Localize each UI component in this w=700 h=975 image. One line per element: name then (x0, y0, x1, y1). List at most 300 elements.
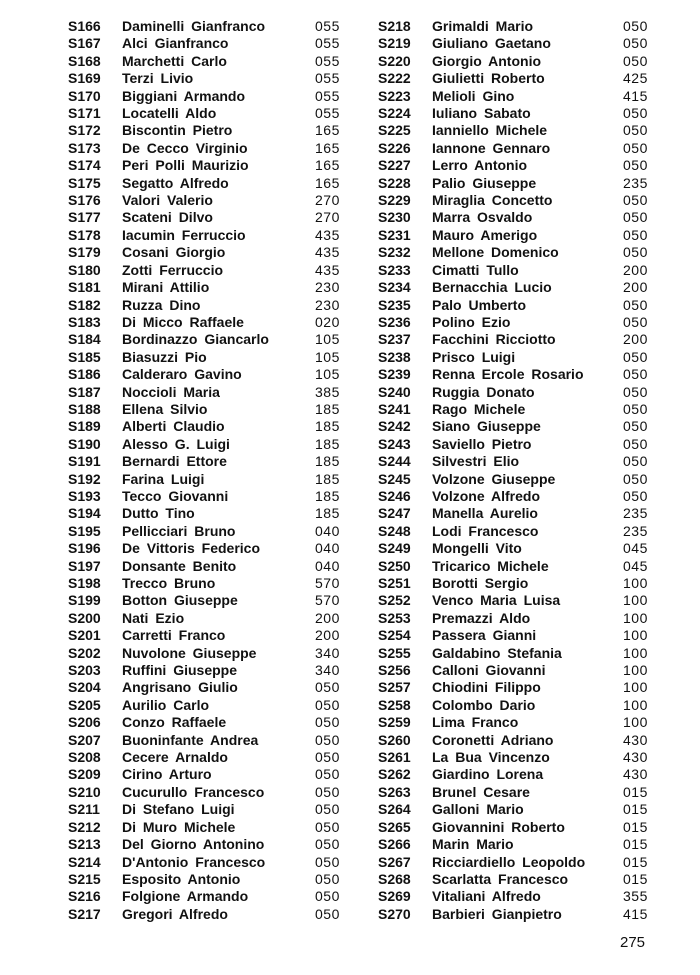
entry-number: 040 (315, 557, 340, 574)
entry-code: S227 (378, 157, 411, 174)
entry-name: Saviello Pietro (432, 435, 532, 452)
entry-code: S171 (68, 105, 101, 122)
entry-number: 050 (623, 209, 648, 226)
entry-name: Bernacchia Lucio (432, 279, 552, 296)
entry-name: Bernardi Ettore (122, 453, 227, 470)
entry-code: S170 (68, 87, 101, 104)
entry-number: 355 (623, 888, 648, 905)
entry-name: Iuliano Sabato (432, 105, 531, 122)
entry-code: S241 (378, 400, 411, 417)
entry-number: 430 (623, 766, 648, 783)
entry-number: 430 (623, 731, 648, 748)
entry-number: 100 (623, 609, 648, 626)
entry-name: Marchetti Carlo (122, 52, 227, 69)
entry-code: S246 (378, 487, 411, 504)
entry-number: 050 (315, 766, 340, 783)
entry-name: Iannone Gennaro (432, 139, 551, 156)
entry-name: Ruzza Dino (122, 296, 201, 313)
entry-name: Cosani Giorgio (122, 244, 226, 261)
entry-number: 200 (623, 279, 648, 296)
entry-code: S212 (68, 818, 101, 835)
entry-code: S178 (68, 226, 101, 243)
entry-number: 415 (623, 87, 648, 104)
entry-name: Folgione Armando (122, 888, 249, 905)
entry-name: Ricciardiello Leopoldo (432, 853, 586, 870)
entry-code: S256 (378, 662, 411, 679)
entry-name: Volzone Giuseppe (432, 470, 556, 487)
entry-name: Ruffini Giuseppe (122, 662, 237, 679)
entry-number: 050 (315, 679, 340, 696)
entry-name: Silvestri Elio (432, 453, 520, 470)
entry-code: S226 (378, 139, 411, 156)
entry-name: Angrisano Giulio (122, 679, 238, 696)
entry-number: 100 (623, 592, 648, 609)
entry-code: S262 (378, 766, 411, 783)
entry-code: S225 (378, 122, 411, 139)
entry-name: Cimatti Tullo (432, 261, 519, 278)
entry-code: S216 (68, 888, 101, 905)
entry-code: S166 (68, 18, 101, 34)
entry-number: 055 (315, 35, 340, 52)
entry-number: 100 (623, 679, 648, 696)
entry-number: 165 (315, 122, 340, 139)
entry-code: S229 (378, 192, 411, 209)
entry-number: 050 (315, 905, 340, 922)
entry-code: S230 (378, 209, 411, 226)
entry-code: S254 (378, 627, 411, 644)
entry-name: Mauro Amerigo (432, 226, 538, 243)
entry-number: 430 (623, 749, 648, 766)
entry-number: 050 (623, 435, 648, 452)
entry-name: Di Muro Michele (122, 818, 236, 835)
entry-code: S168 (68, 52, 101, 69)
entry-number: 185 (315, 505, 340, 522)
entry-name: Di Micco Raffaele (122, 313, 244, 330)
entry-number: 100 (623, 662, 648, 679)
entry-number: 050 (623, 470, 648, 487)
entry-code: S177 (68, 209, 101, 226)
entry-name: Ianniello Michele (432, 122, 548, 139)
entry-name: Scarlatta Francesco (432, 870, 569, 887)
entry-number: 105 (315, 348, 340, 365)
entry-code: S185 (68, 348, 101, 365)
entry-number: 050 (315, 870, 340, 887)
entry-code: S243 (378, 435, 411, 452)
entry-number: 050 (623, 453, 648, 470)
entry-name: Brunel Cesare (432, 783, 530, 800)
entry-name: Dutto Tino (122, 505, 195, 522)
entry-name: Scateni Dilvo (122, 209, 213, 226)
entry-code: S209 (68, 766, 101, 783)
entry-name: Tricarico Michele (432, 557, 549, 574)
entry-name: Biscontin Pietro (122, 122, 233, 139)
entry-name: La Bua Vincenzo (432, 749, 550, 766)
entry-number: 435 (315, 226, 340, 243)
entry-name: Mongelli Vito (432, 540, 522, 557)
entry-number: 165 (315, 174, 340, 191)
entry-number: 105 (315, 331, 340, 348)
entry-number: 050 (315, 853, 340, 870)
entry-code: S252 (378, 592, 411, 609)
entry-number: 045 (623, 557, 648, 574)
entry-number: 270 (315, 192, 340, 209)
entry-code: S238 (378, 348, 411, 365)
entry-code: S191 (68, 453, 101, 470)
entry-number: 185 (315, 418, 340, 435)
entry-number: 100 (623, 644, 648, 661)
entry-code: S228 (378, 174, 411, 191)
entry-number: 185 (315, 435, 340, 452)
entry-code: S264 (378, 801, 411, 818)
entry-code: S189 (68, 418, 101, 435)
entry-code: S179 (68, 244, 101, 261)
entry-number: 055 (315, 105, 340, 122)
entry-name: Lerro Antonio (432, 157, 528, 174)
entry-number: 015 (623, 836, 648, 853)
entry-name: Valori Valerio (122, 192, 213, 209)
entry-name: Venco Maria Luisa (432, 592, 561, 609)
entry-code: S194 (68, 505, 101, 522)
entry-code: S269 (378, 888, 411, 905)
entry-code: S205 (68, 696, 101, 713)
entry-name: Zotti Ferruccio (122, 261, 224, 278)
entry-number: 165 (315, 139, 340, 156)
entry-code: S213 (68, 836, 101, 853)
entry-code: S258 (378, 696, 411, 713)
entry-name: Farina Luigi (122, 470, 205, 487)
entry-code: S231 (378, 226, 411, 243)
entry-code: S222 (378, 70, 411, 87)
entry-name: De Vittoris Federico (122, 540, 261, 557)
entry-code: S214 (68, 853, 101, 870)
entry-name: Alberti Claudio (122, 418, 225, 435)
entry-number: 235 (623, 505, 648, 522)
entry-name: Nati Ezio (122, 609, 185, 626)
entry-name: Peri Polli Maurizio (122, 157, 249, 174)
entry-number: 050 (623, 35, 648, 52)
entry-code: S183 (68, 313, 101, 330)
entry-number: 340 (315, 662, 340, 679)
entry-number: 200 (315, 609, 340, 626)
entry-number: 050 (315, 783, 340, 800)
entry-code: S192 (68, 470, 101, 487)
entry-code: S202 (68, 644, 101, 661)
entry-number: 055 (315, 18, 340, 34)
entry-code: S234 (378, 279, 411, 296)
entry-code: S175 (68, 174, 101, 191)
entry-name: Iacumin Ferruccio (122, 226, 246, 243)
entry-name: Buoninfante Andrea (122, 731, 259, 748)
entry-code: S233 (378, 261, 411, 278)
entry-code: S186 (68, 366, 101, 383)
entry-name: Volzone Alfredo (432, 487, 540, 504)
entry-number: 340 (315, 644, 340, 661)
entry-code: S208 (68, 749, 101, 766)
entry-code: S268 (378, 870, 411, 887)
entry-name: Passera Gianni (432, 627, 537, 644)
entry-code: S195 (68, 522, 101, 539)
entry-number: 050 (623, 296, 648, 313)
entry-code: S173 (68, 139, 101, 156)
entry-code: S210 (68, 783, 101, 800)
entry-name: D'Antonio Francesco (122, 853, 266, 870)
entry-name: Tecco Giovanni (122, 487, 229, 504)
entry-name: Galdabino Stefania (432, 644, 562, 661)
entry-name: Palo Umberto (432, 296, 527, 313)
entry-number: 185 (315, 453, 340, 470)
entry-number: 100 (623, 575, 648, 591)
entry-code: S240 (378, 383, 411, 400)
entry-code: S211 (68, 801, 100, 818)
entry-number: 105 (315, 366, 340, 383)
entry-name: Polino Ezio (432, 313, 511, 330)
entry-code: S260 (378, 731, 411, 748)
entry-code: S181 (68, 279, 101, 296)
entry-code: S190 (68, 435, 101, 452)
entry-code: S270 (378, 905, 411, 922)
entry-name: Locatelli Aldo (122, 105, 217, 122)
entry-code: S188 (68, 400, 101, 417)
entry-name: Mellone Domenico (432, 244, 559, 261)
entry-code: S169 (68, 70, 101, 87)
entry-code: S223 (378, 87, 411, 104)
entry-number: 185 (315, 470, 340, 487)
entry-name: Chiodini Filippo (432, 679, 541, 696)
entry-code: S255 (378, 644, 411, 661)
entry-code: S204 (68, 679, 101, 696)
entry-number: 015 (623, 870, 648, 887)
entry-number: 570 (315, 575, 340, 591)
entry-name: Gregori Alfredo (122, 905, 228, 922)
entry-name: Barbieri Gianpietro (432, 905, 562, 922)
entry-code: S215 (68, 870, 101, 887)
entry-number: 050 (315, 731, 340, 748)
entry-name: Borotti Sergio (432, 575, 529, 591)
entry-code: S257 (378, 679, 411, 696)
entry-number: 050 (623, 52, 648, 69)
entry-number: 385 (315, 383, 340, 400)
entry-code: S249 (378, 540, 411, 557)
entry-number: 230 (315, 296, 340, 313)
entry-number: 015 (623, 818, 648, 835)
entry-name: Rago Michele (432, 400, 526, 417)
entry-code: S197 (68, 557, 101, 574)
entry-name: Marra Osvaldo (432, 209, 533, 226)
entry-name: Vitaliani Alfredo (432, 888, 541, 905)
entry-name: Botton Giuseppe (122, 592, 238, 609)
entry-name: Di Stefano Luigi (122, 801, 235, 818)
entry-name: Lima Franco (432, 714, 519, 731)
entry-name: Nuvolone Giuseppe (122, 644, 257, 661)
entry-number: 015 (623, 853, 648, 870)
entry-code: S248 (378, 522, 411, 539)
entry-code: S236 (378, 313, 411, 330)
entry-number: 050 (623, 313, 648, 330)
entry-name: Cucurullo Francesco (122, 783, 265, 800)
entry-name: Calderaro Gavino (122, 366, 242, 383)
entry-number: 435 (315, 244, 340, 261)
entry-code: S203 (68, 662, 101, 679)
entry-number: 050 (623, 122, 648, 139)
entry-name: Grimaldi Mario (432, 18, 534, 34)
entry-code: S217 (68, 905, 101, 922)
entry-name: Miraglia Concetto (432, 192, 553, 209)
entry-number: 050 (315, 696, 340, 713)
entry-code: S239 (378, 366, 411, 383)
entry-name: Premazzi Aldo (432, 609, 531, 626)
entry-name: Manella Aurelio (432, 505, 538, 522)
entry-number: 050 (315, 888, 340, 905)
entry-number: 050 (623, 366, 648, 383)
entry-name: Pellicciari Bruno (122, 522, 236, 539)
entry-code: S261 (378, 749, 411, 766)
entry-name: Donsante Benito (122, 557, 237, 574)
entry-code: S206 (68, 714, 101, 731)
entry-name: Bordinazzo Giancarlo (122, 331, 269, 348)
entry-name: Giorgio Antonio (432, 52, 542, 69)
entry-code: S167 (68, 35, 101, 52)
entry-number: 200 (623, 331, 648, 348)
entry-number: 200 (315, 627, 340, 644)
entry-name: Palio Giuseppe (432, 174, 537, 191)
entry-code: S182 (68, 296, 101, 313)
entry-code: S251 (378, 575, 411, 591)
entry-code: S187 (68, 383, 101, 400)
entry-code: S259 (378, 714, 411, 731)
entry-number: 050 (623, 226, 648, 243)
entry-number: 235 (623, 522, 648, 539)
entry-name: Ellena Silvio (122, 400, 208, 417)
entry-name: Giuliano Gaetano (432, 35, 551, 52)
entry-name: Giulietti Roberto (432, 70, 545, 87)
entry-number: 100 (623, 714, 648, 731)
entry-name: Renna Ercole Rosario (432, 366, 584, 383)
entry-code: S265 (378, 818, 411, 835)
entry-code: S247 (378, 505, 411, 522)
entry-code: S244 (378, 453, 411, 470)
entry-number: 235 (623, 174, 648, 191)
entry-name: Terzi Livio (122, 70, 194, 87)
entry-code: S224 (378, 105, 411, 122)
entry-number: 020 (315, 313, 340, 330)
entry-name: De Cecco Virginio (122, 139, 248, 156)
entry-number: 050 (623, 244, 648, 261)
entry-number: 100 (623, 627, 648, 644)
entry-name: Esposito Antonio (122, 870, 241, 887)
entry-number: 050 (623, 348, 648, 365)
entry-name: Biggiani Armando (122, 87, 246, 104)
entry-name: Colombo Dario (432, 696, 536, 713)
entry-name: Trecco Bruno (122, 575, 216, 591)
entry-number: 040 (315, 540, 340, 557)
entry-number: 050 (315, 818, 340, 835)
entry-code: S198 (68, 575, 101, 591)
entry-code: S220 (378, 52, 411, 69)
entry-name: Siano Giuseppe (432, 418, 541, 435)
entry-number: 055 (315, 52, 340, 69)
entry-number: 415 (623, 905, 648, 922)
entry-number: 050 (623, 192, 648, 209)
entry-number: 015 (623, 783, 648, 800)
entry-code: S199 (68, 592, 101, 609)
entry-name: Giardino Lorena (432, 766, 544, 783)
entry-number: 055 (315, 87, 340, 104)
entry-code: S266 (378, 836, 411, 853)
entry-number: 055 (315, 70, 340, 87)
entry-number: 435 (315, 261, 340, 278)
entry-code: S263 (378, 783, 411, 800)
entry-name: Cirino Arturo (122, 766, 212, 783)
entry-code: S207 (68, 731, 101, 748)
entry-number: 230 (315, 279, 340, 296)
entry-code: S184 (68, 331, 101, 348)
entry-name: Aurilio Carlo (122, 696, 210, 713)
entry-number: 050 (623, 105, 648, 122)
entry-code: S174 (68, 157, 101, 174)
entry-name: Coronetti Adriano (432, 731, 554, 748)
entry-code: S201 (68, 627, 101, 644)
entry-number: 100 (623, 696, 648, 713)
entry-name: Conzo Raffaele (122, 714, 227, 731)
entry-code: S232 (378, 244, 411, 261)
entry-code: S267 (378, 853, 411, 870)
entry-code: S242 (378, 418, 411, 435)
entry-name: Marin Mario (432, 836, 514, 853)
entry-number: 050 (623, 487, 648, 504)
entry-number: 185 (315, 487, 340, 504)
entry-code: S250 (378, 557, 411, 574)
entry-number: 050 (315, 801, 340, 818)
entry-number: 570 (315, 592, 340, 609)
entry-name: Alesso G. Luigi (122, 435, 230, 452)
entry-code: S235 (378, 296, 411, 313)
entry-number: 050 (623, 139, 648, 156)
entry-name: Lodi Francesco (432, 522, 539, 539)
entry-code: S219 (378, 35, 411, 52)
entry-name: Daminelli Gianfranco (122, 18, 266, 34)
entry-number: 045 (623, 540, 648, 557)
entry-number: 050 (623, 418, 648, 435)
entry-name: Calloni Giovanni (432, 662, 546, 679)
entry-number: 050 (315, 836, 340, 853)
entry-code: S218 (378, 18, 411, 34)
entry-name: Melioli Gino (432, 87, 515, 104)
entry-number: 270 (315, 209, 340, 226)
entry-number: 185 (315, 400, 340, 417)
entry-number: 050 (623, 383, 648, 400)
entry-code: S193 (68, 487, 101, 504)
entry-number: 050 (623, 18, 648, 34)
entry-code: S253 (378, 609, 411, 626)
entry-code: S196 (68, 540, 101, 557)
entry-name: Ruggia Donato (432, 383, 535, 400)
page-number: 275 (620, 934, 646, 951)
entry-number: 050 (623, 157, 648, 174)
entry-number: 050 (315, 749, 340, 766)
entry-code: S176 (68, 192, 101, 209)
entry-code: S180 (68, 261, 101, 278)
entry-name: Noccioli Maria (122, 383, 220, 400)
entry-name: Prisco Luigi (432, 348, 516, 365)
entry-name: Carretti Franco (122, 627, 226, 644)
entry-name: Biasuzzi Pio (122, 348, 207, 365)
entry-name: Del Giorno Antonino (122, 836, 265, 853)
entry-name: Giovannini Roberto (432, 818, 565, 835)
entry-name: Segatto Alfredo (122, 174, 229, 191)
entry-code: S172 (68, 122, 101, 139)
entry-number: 015 (623, 801, 648, 818)
entry-name: Mirani Attilio (122, 279, 210, 296)
